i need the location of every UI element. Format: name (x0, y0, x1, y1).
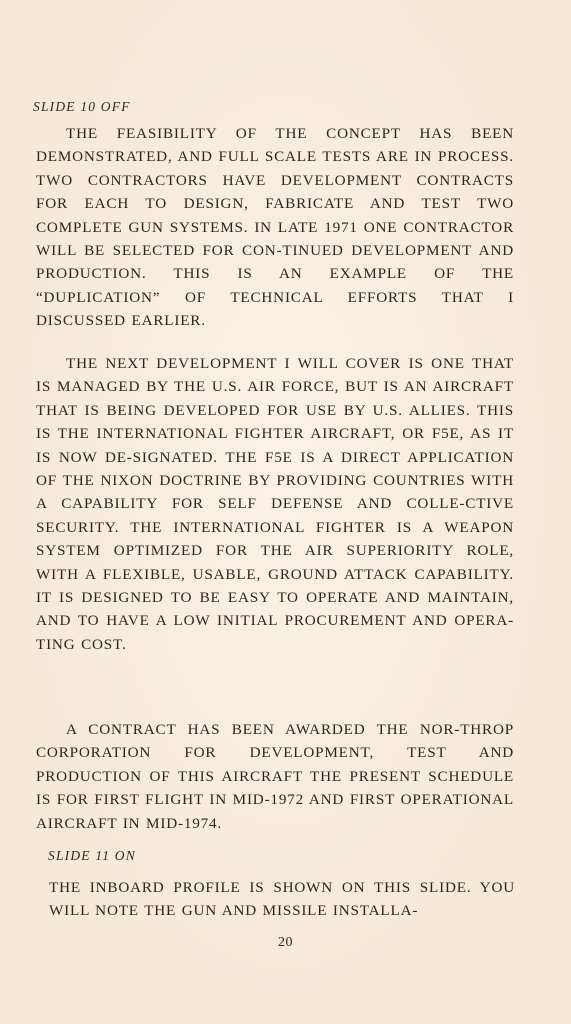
slide-cue-10-off: SLIDE 10 OFF (33, 99, 131, 114)
paragraph-international-fighter: THE NEXT DEVELOPMENT I WILL COVER IS ONE THAT IS MANAGED BY THE U.S. AIR FORCE, BUT IS AN AIRCRAFT THAT IS BEING DEVELOPED FOR USE BY U.S. ALLIES. THIS IS THE INTERNATIONAL FIGHTER AIRCRAFT, OR F5E, AS IT IS NOW DE-SIGNATED. THE F5E IS A DIRECT APPLICATION OF THE NIXON DOCTRINE BY PROVIDING COUNTRIES WITH A CAPABILITY FOR SELF DEFENSE AND COLLE-CTIVE SECURITY. THE INTERNATIONAL FIGHTER IS A WEAPON SYSTEM OPTIMIZED FOR THE AIR SUPERIORITY ROLE, WITH A FLEXIBLE, USABLE, GROUND ATTACK CAPABILITY. IT IS DESIGNED TO BE EASY TO OPERATE AND MAINTAIN, AND TO HAVE A LOW INITIAL PROCUREMENT AND OPERA-TING COST. (36, 355, 514, 653)
paragraph-northrop-contract: A CONTRACT HAS BEEN AWARDED THE NOR-THROP CORPORATION FOR DEVELOPMENT, TEST AND PRODUCTION OF THIS AIRCRAFT THE PRESENT SCHEDULE IS FOR FIRST FLIGHT IN MID-1972 AND FIRST OPERATIONAL AIRCRAFT IN MID-1974. (36, 721, 514, 832)
paragraph-inboard-profile: THE INBOARD PROFILE IS SHOWN ON THIS SLIDE. YOU WILL NOTE THE GUN AND MISSILE INSTALLA- (49, 879, 515, 920)
paragraph-feasibility: THE FEASIBILITY OF THE CONCEPT HAS BEEN DEMONSTRATED, AND FULL SCALE TESTS ARE IN PROCESS. TWO CONTRACTORS HAVE DEVELOPMENT CONTRACTS FOR EACH TO DESIGN, FABRICATE AND TEST TWO COMPLETE GUN SYSTEMS. IN LATE 1971 ONE CONTRACTOR WILL BE SELECTED FOR CON-TINUED DEVELOPMENT AND PRODUCTION. THIS IS AN EXAMPLE OF THE “DUPLICATION” OF TECHNICAL EFFORTS THAT I DISCUSSED EARLIER. (36, 125, 514, 330)
page-number: 20 (278, 935, 293, 950)
slide-cue-11-on: SLIDE 11 ON (48, 848, 136, 863)
